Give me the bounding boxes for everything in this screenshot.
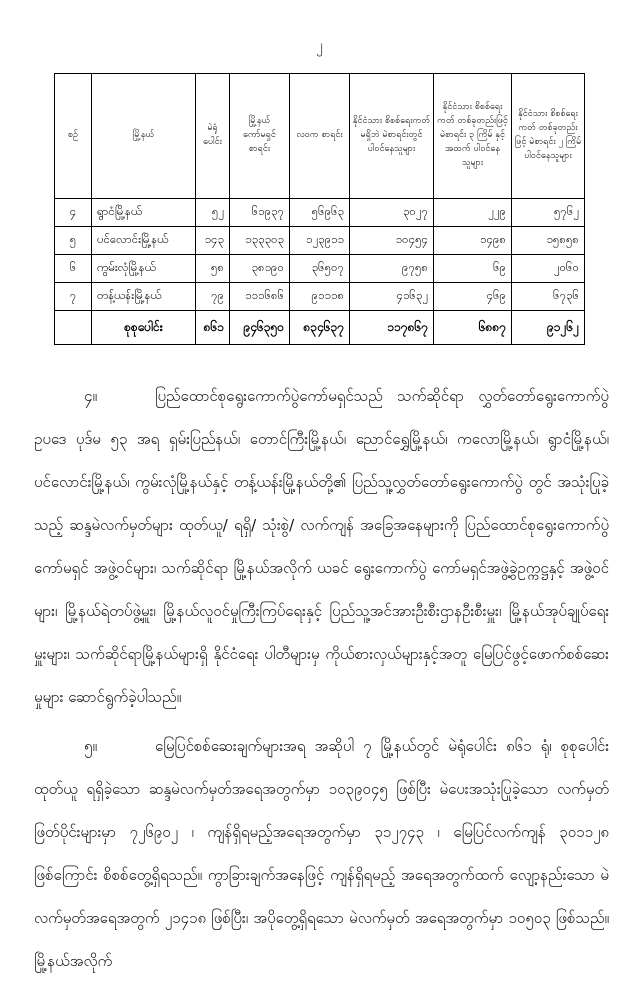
- cell-nrc-two-times: ၆၇၃၆: [512, 283, 585, 311]
- cell-commission-list: ၆၁၉၃၇: [230, 199, 290, 227]
- paragraph-4-text: ပြည်ထောင်စုရွေးကောက်ပွဲကော်မရှင်သည် သက်ဆိုင်ရာ လွှတ်တော်ရွေးကောက်ပွဲဥပဒေ ပုဒ်မ ၅၃ အရ ရှမ်းပြည်နယ်၊ တောင်ကြီးမြို့နယ်၊ ညောင်ရွှေမြို့နယ်၊ ကလောမြို့နယ်၊ ရွာငံမြို့နယ်၊ ပင်လောင်းမြို့နယ်၊ ကွမ်းလုံမြို့နယ်နှင့် တန့်ယန်းမြို့နယ်တို့၏ ပြည်သူ့လွှတ်တော်ရွေးကောက်ပွဲ တွင် အသုံးပြုခဲ့သည့် ဆန္ဒမဲလက်မှတ်များ ထုတ်ယူ/ ရရှိ/ သုံးစွဲ/ လက်ကျန် အခြေအနေများကို ပြည်ထောင်စုရွေးကောက်ပွဲကော်မရှင် အဖွဲ့ဝင်များ၊ သက်ဆိုင်ရာ မြို့နယ်အလိုက် ယခင် ရွေးကောက်ပွဲ ကော်မရှင်အဖွဲ့ခွဲဥက္ကဋ္ဌနှင့် အဖွဲ့ဝင်များ၊ မြို့နယ်ရဲတပ်ဖွဲ့မှူး၊ မြို့နယ်လူဝင်မှုကြီးကြပ်ရေးနှင့် ပြည်သူ့အင်အားဦးစီးဌာနဦးစီးမှူး၊ မြို့နယ်အုပ်ချုပ်ရေးမှူးများ၊ သက်ဆိုင်ရာမြို့နယ်များရှိ နိုင်ငံရေး ပါတီများမှ ကိုယ်စားလှယ်များနှင့်အတူ မြေပြင်ဖွင့်ဖောက်စစ်ဆေးမှုများ ဆောင်ရွက်ခဲ့ပါသည်။: [34, 387, 609, 706]
- cell-serial: ၆: [55, 255, 92, 283]
- paragraph-5-number: ၅။: [84, 737, 97, 755]
- header-same-nrc-two-times: နိုင်ငံသား စိစစ်ရေးကတ် တစ်ခုတည်းဖြင့် မဲစာရင်း ၂ ကြိမ် ပါဝင်နေသူများ: [512, 74, 585, 199]
- township-ballot-statistics-table: [54, 73, 585, 345]
- cell-commission-list: ၁၁၁၆၈၆: [230, 283, 290, 311]
- table-row: [55, 283, 585, 311]
- header-polling-stations-total: မဲရုံ ပေါင်း: [196, 74, 230, 199]
- header-township-commission-list: မြို့နယ် ကော်မရှင် စာရင်း: [230, 74, 290, 199]
- cell-immigration-list: ၉၁၁၁၈: [290, 283, 350, 311]
- cell-township: ရွာငံမြို့နယ်: [92, 199, 196, 227]
- cell-immigration-list: ၁၂၃၉၁၁: [290, 227, 350, 255]
- cell-total-stations: ၈၆၁: [196, 311, 230, 345]
- cell-serial: ၅: [55, 227, 92, 255]
- cell-total-nrc-three-times: ၆၈၈၇: [434, 311, 512, 345]
- table-header-row: [55, 74, 585, 199]
- cell-nrc-three-times: ၆၉: [434, 255, 512, 283]
- cell-nrc-three-times: ၂၂၉: [434, 199, 512, 227]
- paragraph-5: [34, 725, 609, 983]
- cell-nrc-two-times: ၂၀၆၀: [512, 255, 585, 283]
- table-row: [55, 255, 585, 283]
- cell-stations: ၅၈: [196, 255, 230, 283]
- cell-commission-list: ၁၃၃၃၀၃: [230, 227, 290, 255]
- cell-serial: ၇: [55, 283, 92, 311]
- cell-immigration-list: ၅၆၉၆၃: [290, 199, 350, 227]
- cell-commission-list: ၃၈၁၉၀: [230, 255, 290, 283]
- paragraph-5-text: မြေပြင်စစ်ဆေးချက်များအရ အဆိုပါ ၇ မြို့နယ်တွင် မဲရုံပေါင်း ၈၆၁ ရုံ၊ စုစုပေါင်းထုတ်ယူ ရရှိခဲ့သော ဆန္ဒမဲလက်မှတ်အရေအတွက်မှာ ၁၀၃၉၀၄၅ ဖြစ်ပြီး မဲပေးအသုံးပြုခဲ့သော လက်မှတ် ဖြတ်ပိုင်းများမှာ ၇၂၆၉၀၂ ၊ ကျန်ရှိရမည့်အရေအတွက်မှာ ၃၁၂၇၄၃ ၊ မြေပြင်လက်ကျန် ၃၀၁၁၂၈ ဖြစ်ကြောင်း စိစစ်တွေ့ရှိရသည်။ ကွာခြားချက်အနေဖြင့် ကျန်ရှိရမည့် အရေအတွက်ထက် လျော့နည်းသော မဲလက်မှတ်အရေအတွက် ၂၁၄၁၈ ဖြစ်ပြီး၊ အပိုတွေ့ရှိရသော မဲလက်မှတ် အရေအတွက်မှာ ၁၀၅၀၃ ဖြစ်သည်။ မြို့နယ်အလိုက်: [34, 737, 609, 970]
- header-no-nrc-on-voter-list: နိုင်ငံသား စိစစ်ရေးကတ် မရှိဘဲ မဲစာရင်းတွင် ပါဝင်နေသူများ: [350, 74, 434, 199]
- cell-total-label: စုစုပေါင်း: [92, 311, 196, 345]
- header-township: မြို့နယ်: [92, 74, 196, 199]
- cell-total-immigration-list: ၈၃၄၆၃၇: [290, 311, 350, 345]
- cell-immigration-list: ၃၆၅၀၇: [290, 255, 350, 283]
- cell-township: တန့်ယန်းမြို့နယ်: [92, 283, 196, 311]
- cell-no-nrc: ၁၀၄၅၄: [350, 227, 434, 255]
- cell-no-nrc: ၉၇၅၈: [350, 255, 434, 283]
- cell-nrc-two-times: ၁၅၈၅၈: [512, 227, 585, 255]
- cell-nrc-three-times: ၁၄၉၈: [434, 227, 512, 255]
- paragraph-4-number: ၄။: [84, 387, 97, 405]
- cell-serial: ၄: [55, 199, 92, 227]
- table-row: [55, 199, 585, 227]
- cell-no-nrc: ၃၀၂၇: [350, 199, 434, 227]
- cell-total-commission-list: ၉၄၆၃၅၀: [230, 311, 290, 345]
- cell-stations: ၇၉: [196, 283, 230, 311]
- header-serial: စဉ်: [55, 74, 92, 199]
- table-row: [55, 227, 585, 255]
- cell-stations: ၅၂: [196, 199, 230, 227]
- cell-township: ပင်လောင်းမြို့နယ်: [92, 227, 196, 255]
- header-immigration-list: လဝက စာရင်း: [290, 74, 350, 199]
- cell-stations: ၁၄၃: [196, 227, 230, 255]
- cell-no-nrc: ၄၁၆၃၂: [350, 283, 434, 311]
- paragraph-4: [34, 375, 609, 719]
- cell-serial-empty: [55, 311, 92, 345]
- header-same-nrc-three-or-more-times: နိုင်ငံသား စိစစ်ရေးကတ် တစ်ခုတည်းဖြင့် မဲစာရင်း ၃ ကြိမ် နှင့်အထက် ပါဝင်နေသူများ: [434, 74, 512, 199]
- cell-nrc-three-times: ၄၆၉: [434, 283, 512, 311]
- cell-total-no-nrc: ၁၁၇၈၆၇: [350, 311, 434, 345]
- cell-nrc-two-times: ၅၇၆၂: [512, 199, 585, 227]
- cell-township: ကွမ်းလုံမြို့နယ်: [92, 255, 196, 283]
- cell-total-nrc-two-times: ၉၁၂၆၂: [512, 311, 585, 345]
- page-number: ၂: [316, 38, 323, 54]
- table-total-row: [55, 311, 585, 345]
